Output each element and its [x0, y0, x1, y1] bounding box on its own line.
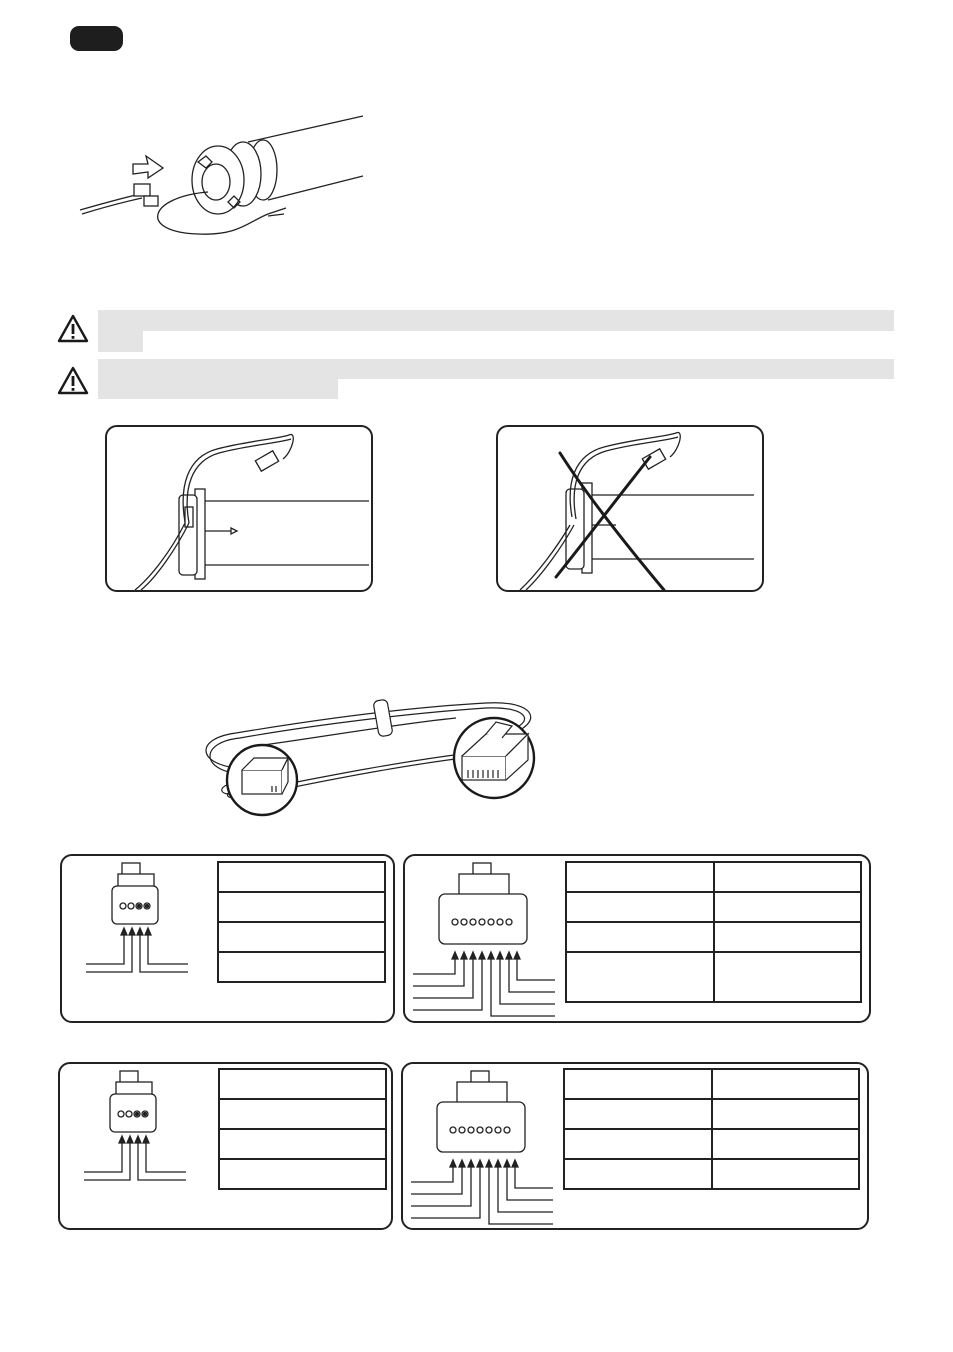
table-cell: [218, 952, 385, 982]
connector-4pin-icon: [82, 1068, 192, 1183]
table-cell: [218, 862, 385, 892]
cable-routing-correct-figure: [107, 427, 371, 590]
pinout-table-4: [563, 1068, 860, 1190]
pinout-panel-8pin-2: [401, 1062, 869, 1230]
table-cell: [219, 1069, 386, 1099]
arrow-icon: [133, 156, 163, 178]
table-cell: [714, 952, 862, 1002]
language-badge: [70, 26, 123, 51]
table-cell: [712, 1129, 860, 1159]
table-row: [566, 862, 861, 892]
table-cell: [714, 922, 862, 952]
motor-plug-in-figure: [78, 112, 368, 242]
cable-routing-correct-panel: [105, 425, 373, 592]
table-row: [566, 952, 861, 1002]
cable-routing-incorrect-figure: [498, 427, 762, 590]
table-row: [219, 1159, 386, 1189]
connector-4pin-icon: [84, 860, 194, 975]
table-row: [219, 1129, 386, 1159]
table-cell: [566, 952, 714, 1002]
rj-plug-4pin-icon: [227, 745, 297, 815]
table-cell: [714, 892, 862, 922]
table-cell: [566, 922, 714, 952]
warning-text-line-2: [98, 359, 894, 379]
table-cell: [564, 1099, 712, 1129]
table-cell: [566, 892, 714, 922]
table-row: [564, 1099, 859, 1129]
table-cell: [564, 1069, 712, 1099]
table-row: [218, 892, 385, 922]
warning-text-line-2b: [98, 379, 338, 399]
table-row: [219, 1069, 386, 1099]
connection-cable-figure: [196, 678, 541, 818]
table-cell: [712, 1159, 860, 1189]
table-row: [564, 1069, 859, 1099]
table-cell: [219, 1129, 386, 1159]
rj-plug-8pin-icon: [454, 718, 534, 798]
cable-routing-incorrect-panel: [496, 425, 764, 592]
table-row: [566, 892, 861, 922]
table-row: [218, 862, 385, 892]
table-row: [218, 952, 385, 982]
table-cell: [219, 1099, 386, 1129]
table-row: [564, 1159, 859, 1189]
warning-triangle-icon: [57, 314, 89, 344]
warning-text-line-1: [98, 310, 894, 331]
pinout-panel-4pin-2: [58, 1062, 393, 1230]
connector-8pin-icon: [407, 1068, 555, 1228]
pinout-table-3: [218, 1068, 387, 1190]
pinout-table-2: [565, 861, 862, 1003]
table-cell: [566, 862, 714, 892]
pinout-table-1: [217, 861, 386, 983]
table-cell: [564, 1159, 712, 1189]
table-cell: [564, 1129, 712, 1159]
table-cell: [218, 922, 385, 952]
table-row: [564, 1129, 859, 1159]
warning-text-line-1b: [98, 331, 143, 352]
table-cell: [219, 1159, 386, 1189]
warning-triangle-icon: [57, 366, 89, 396]
connector-8pin-icon: [409, 860, 557, 1020]
pinout-panel-8pin-1: [403, 854, 871, 1023]
pinout-panel-4pin-1: [60, 854, 395, 1023]
table-row: [566, 922, 861, 952]
table-row: [219, 1099, 386, 1129]
table-cell: [714, 862, 862, 892]
table-cell: [218, 892, 385, 922]
table-row: [218, 922, 385, 952]
table-cell: [712, 1069, 860, 1099]
table-cell: [712, 1099, 860, 1129]
